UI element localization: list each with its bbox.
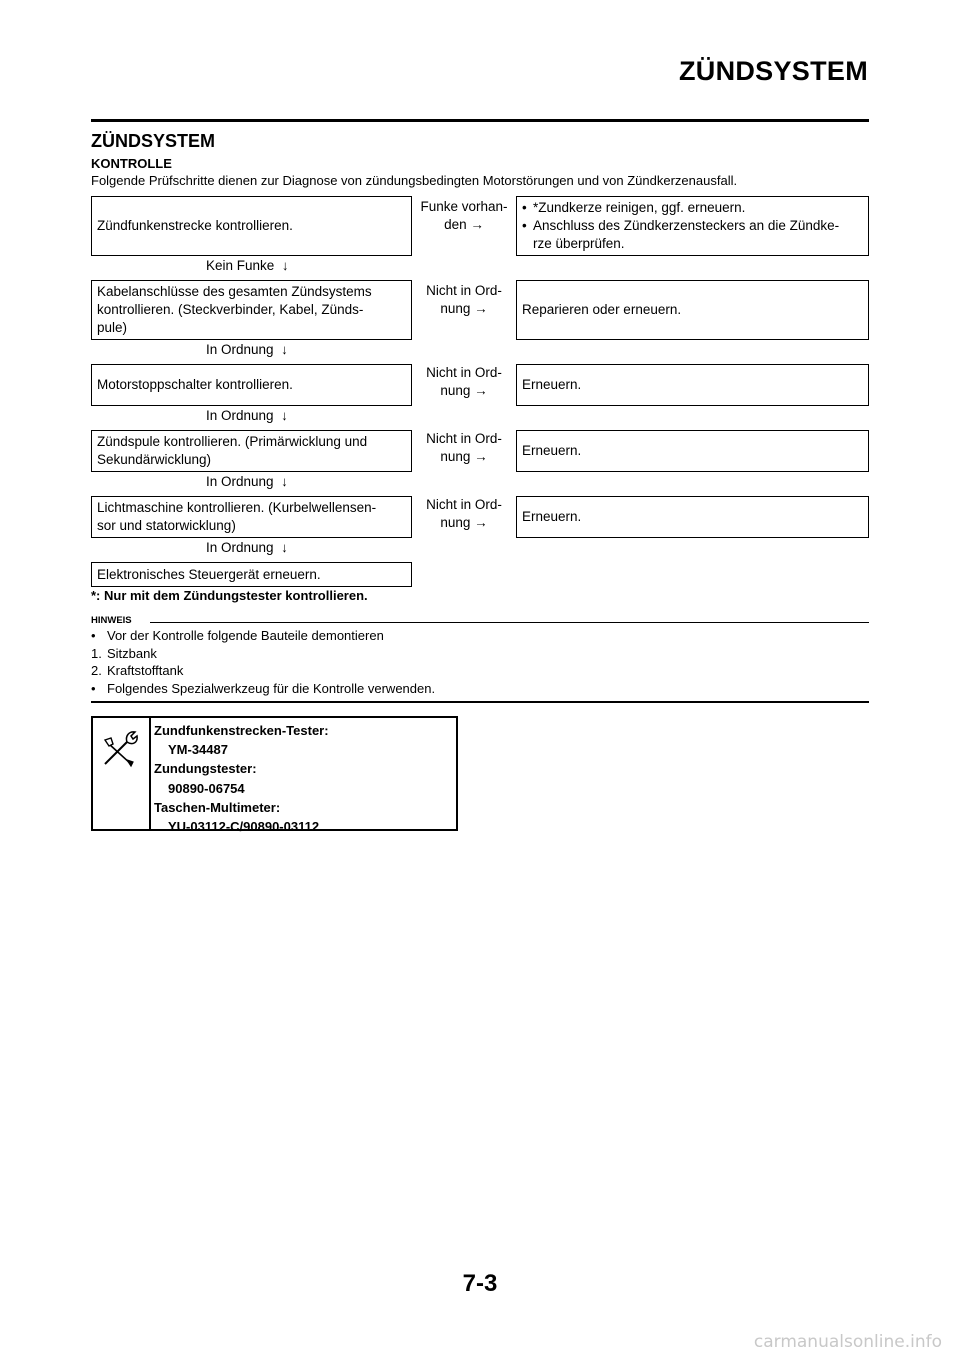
check-text: kontrollieren. (Steckverbinder, Kabel, Zünds- <box>97 302 364 317</box>
down-label-no-spark: Kein Funke ↓ <box>206 258 289 273</box>
intro-text: Folgende Prüfschritte dienen zur Diagnose von zündungsbedingten Motorstörungen und von Zündkerzenausfall. <box>91 173 738 188</box>
note-rule <box>91 701 869 703</box>
watermark: carmanualsonline.info <box>753 1332 942 1352</box>
arrow-down-icon: ↓ <box>281 474 288 489</box>
check-box-ignition-coil <box>91 430 412 472</box>
result-line: den → <box>444 217 484 232</box>
result-label-generator <box>414 496 514 532</box>
down-label-ok: In Ordnung ↓ <box>206 474 288 489</box>
arrow-right-icon: → <box>474 383 488 398</box>
check-box-ecu <box>91 562 412 587</box>
down-label-ok: In Ordnung ↓ <box>206 408 288 423</box>
result-line: nung → <box>440 449 488 464</box>
action-text: Erneuern. <box>522 443 582 458</box>
note-rule <box>150 622 869 623</box>
check-box-spark-gap <box>91 196 412 256</box>
tool-name: Taschen-Multimeter: <box>154 799 281 815</box>
check-text: Lichtmaschine kontrollieren. (Kurbelwellensen- <box>97 500 377 515</box>
action-box-generator <box>516 496 869 538</box>
header-rule <box>91 119 869 122</box>
tool-name: Zundfunkenstrecken-Tester: <box>154 723 329 738</box>
tool-list <box>154 721 329 836</box>
action-box-ignition-coil <box>516 430 869 472</box>
action-text: Reparieren oder erneuern. <box>522 302 682 317</box>
down-label-ok: In Ordnung ↓ <box>206 540 288 555</box>
check-text: Motorstoppschalter kontrollieren. <box>97 377 293 392</box>
check-text: Kabelanschlüsse des gesamten Zündsystems <box>97 284 372 299</box>
arrow-down-icon: ↓ <box>281 408 288 423</box>
special-tools-box <box>91 716 458 835</box>
list-item: • Vor der Kontrolle folgende Bauteile demontieren <box>91 628 384 643</box>
check-text: Zündfunkenstrecke kontrollieren. <box>97 218 293 233</box>
bullet-item: • *Zundkerze reinigen, ggf. erneuern. <box>522 200 746 215</box>
result-line: Funke vorhan- <box>420 199 508 214</box>
arrow-right-icon: → <box>474 515 488 530</box>
check-text: Elektronisches Steuergerät erneuern. <box>97 566 321 582</box>
check-box-generator <box>91 496 412 538</box>
result-label-stop-switch <box>414 364 514 400</box>
tool-code: YU-03112-C/90890-03112 <box>168 819 320 835</box>
arrow-down-icon: ↓ <box>281 540 288 555</box>
arrow-right-icon: → <box>470 217 484 232</box>
list-item: 1. Sitzbank <box>91 645 157 661</box>
result-line: nung → <box>440 383 488 398</box>
result-line: Nicht in Ord- <box>426 431 502 446</box>
bullet-icon: • <box>522 200 527 215</box>
arrow-right-icon: → <box>474 449 488 464</box>
result-line: Nicht in Ord- <box>426 283 502 298</box>
check-text: Zündspule kontrollieren. (Primärwicklung und <box>97 434 368 449</box>
result-label-spark <box>414 198 514 234</box>
tool-code: YM-34487 <box>168 742 228 758</box>
check-box-stop-switch <box>91 364 412 406</box>
note-list <box>91 627 435 697</box>
section-title: ZÜNDSYSTEM <box>91 131 216 151</box>
arrow-down-icon: ↓ <box>281 258 289 273</box>
result-label-ignition-coil <box>414 430 514 466</box>
check-text: pule) <box>97 320 128 335</box>
bullet-icon: • <box>522 218 527 233</box>
action-text: Erneuern. <box>522 377 582 392</box>
bullet-icon: • <box>91 628 96 643</box>
check-box-wiring <box>91 280 412 340</box>
action-box-stop-switch <box>516 364 869 406</box>
arrow-right-icon: → <box>474 301 488 316</box>
bullet-item: • Anschluss des Zündkerzensteckers an die Zündke- rze überprüfen. <box>522 218 840 251</box>
footnote: *: Nur mit dem Zündungstester kontrollieren. <box>91 588 368 603</box>
page-number: 7-3 <box>462 1270 498 1297</box>
action-box-spark <box>516 196 869 256</box>
action-box-wiring <box>516 280 869 340</box>
page-header-title: ZÜNDSYSTEM <box>678 56 868 86</box>
tool-code: 90890-06754 <box>168 780 245 796</box>
list-item: 2. Kraftstofftank <box>91 663 184 678</box>
result-line: nung → <box>440 301 488 316</box>
arrow-down-icon: ↓ <box>281 342 288 357</box>
subsection-title: KONTROLLE <box>91 156 172 171</box>
result-line: Nicht in Ord- <box>426 365 502 380</box>
note-label: HINWEIS <box>91 615 132 626</box>
result-line: nung → <box>440 515 488 530</box>
check-text: Sekundärwicklung) <box>97 452 212 467</box>
bullet-icon: • <box>91 680 96 696</box>
list-item: • Folgendes Spezialwerkzeug für die Kontrolle verwenden. <box>91 680 436 696</box>
tool-icon-cell <box>93 718 151 829</box>
check-text: sor und statorwicklung) <box>97 518 236 533</box>
action-text: Erneuern. <box>522 509 582 524</box>
tool-name: Zundungstester: <box>154 761 257 777</box>
wrench-screwdriver-icon <box>99 726 143 770</box>
down-label-ok: In Ordnung ↓ <box>206 342 288 357</box>
result-label-wiring <box>414 282 514 318</box>
result-line: Nicht in Ord- <box>426 497 502 512</box>
